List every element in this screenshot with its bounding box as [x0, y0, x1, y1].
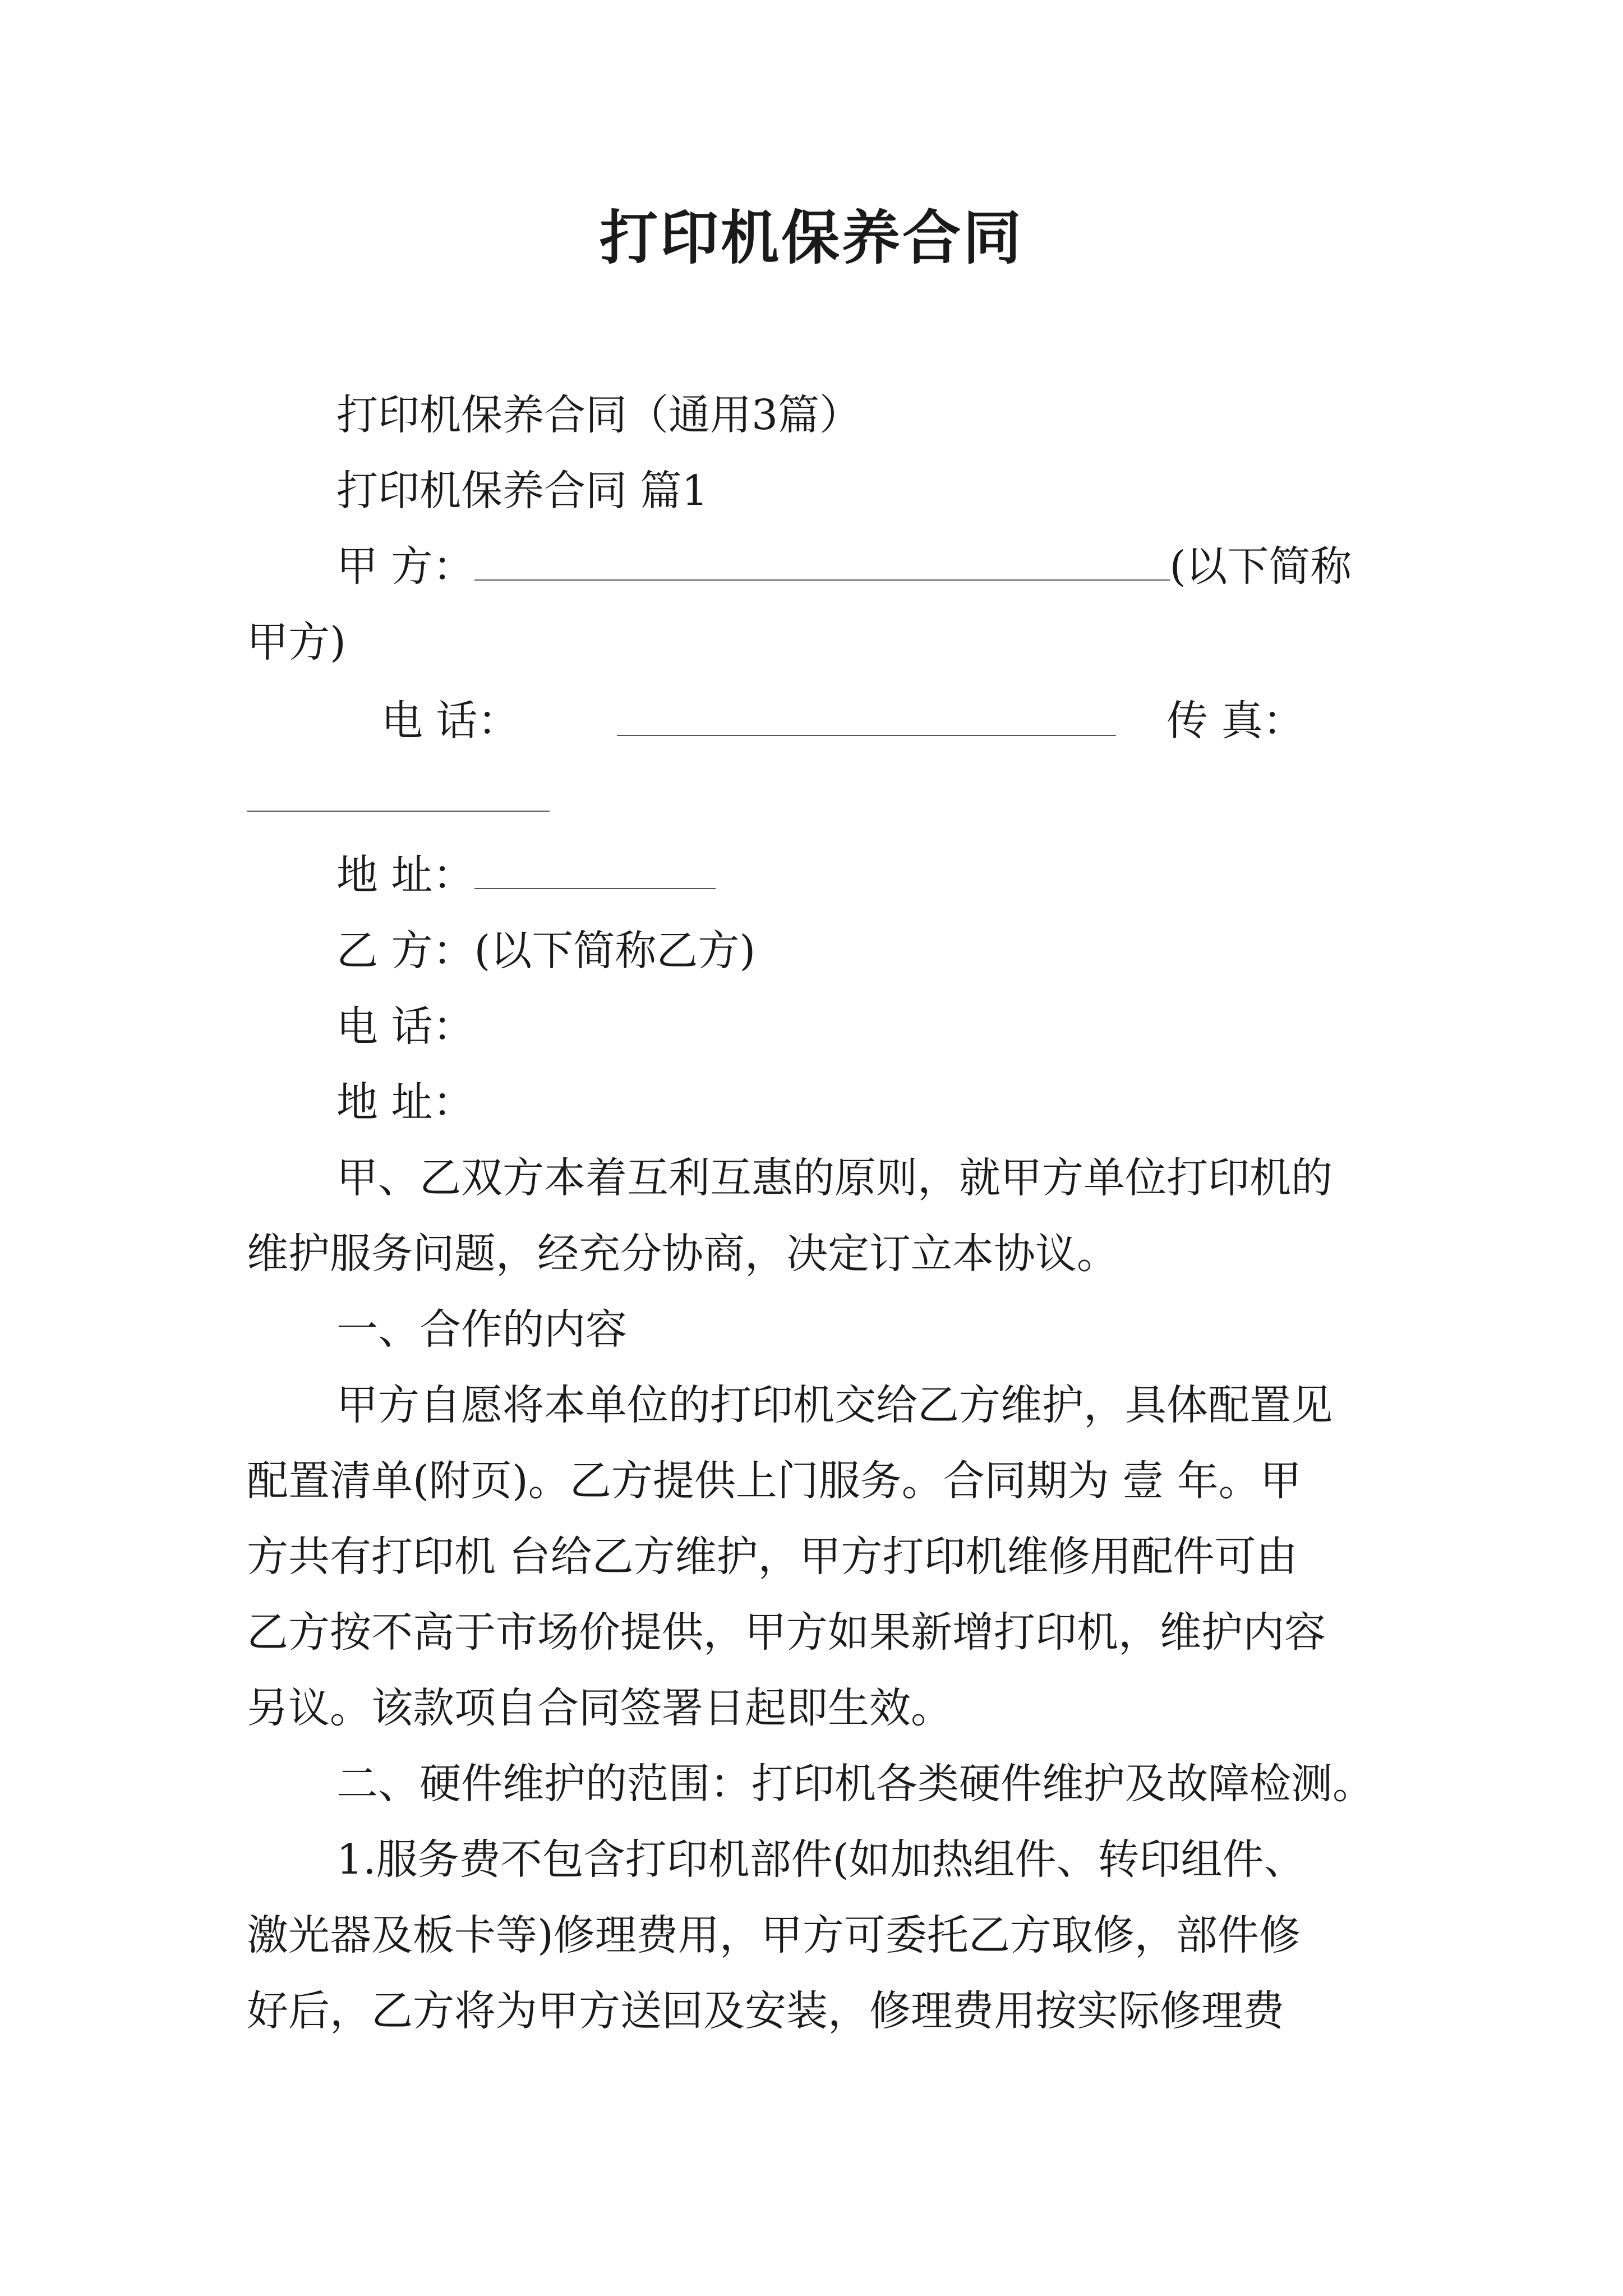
clause1-heading: 一、合作的内容 — [336, 1305, 627, 1354]
document-title: 打印机保养合同 — [599, 203, 1023, 272]
intro-line-1: 甲、乙双方本着互利互惠的原则，就甲方单位打印机的 — [336, 1154, 1332, 1202]
address-b-label: 地 址： — [336, 1078, 474, 1126]
phone-label: 电 话： — [381, 697, 519, 745]
clause2-item1-line-1: 1.服务费不包含打印机部件(如加热组件、转印组件、 — [336, 1835, 1306, 1884]
phone-blank[interactable] — [617, 696, 1116, 736]
clause1-line-3: 方共有打印机 台给乙方维护，甲方打印机维修用配件可由 — [247, 1533, 1298, 1581]
clause1-line-2: 配置清单(附页)。乙方提供上门服务。合同期为 壹 年。甲 — [247, 1457, 1302, 1505]
address-a-label: 地 址： — [336, 851, 474, 899]
section-heading: 打印机保养合同 篇1 — [336, 467, 708, 515]
clause1-line-5: 另议。该款项自合同签署日起即生效。 — [247, 1684, 952, 1732]
party-a-suffix-cont: 甲方) — [247, 618, 346, 666]
document-subtitle: 打印机保养合同（通用3篇） — [336, 391, 861, 439]
clause1-line-4: 乙方按不高于市场价提供，甲方如果新增打印机，维护内容 — [247, 1608, 1326, 1657]
clause2-item1-line-3: 好后，乙方将为甲方送回及安装，修理费用按实际修理费 — [247, 1987, 1284, 2035]
clause1-line-1: 甲方自愿将本单位的打印机交给乙方维护，具体配置见 — [336, 1381, 1332, 1429]
fax-blank[interactable] — [247, 771, 550, 812]
clause2-item1-line-2: 激光器及板卡等)修理费用，甲方可委托乙方取修，部件修 — [247, 1911, 1301, 1959]
party-a-blank[interactable] — [474, 540, 1170, 581]
clause2-heading: 二、硬件维护的范围：打印机各类硬件维护及故障检测。 — [336, 1760, 1374, 1808]
party-a-label: 甲 方： — [336, 542, 474, 591]
party-a-row — [336, 539, 1352, 595]
address-a-blank[interactable] — [474, 849, 716, 889]
phone-b-label: 电 话： — [336, 1002, 474, 1051]
party-a-suffix: (以下简称 — [1169, 542, 1352, 591]
intro-line-2: 维护服务问题，经充分协商，决定订立本协议。 — [247, 1230, 1118, 1278]
fax-label: 传 真： — [1166, 697, 1304, 745]
address-a-row — [336, 847, 716, 903]
party-b-label: 乙 方：(以下简称乙方) — [336, 927, 756, 975]
